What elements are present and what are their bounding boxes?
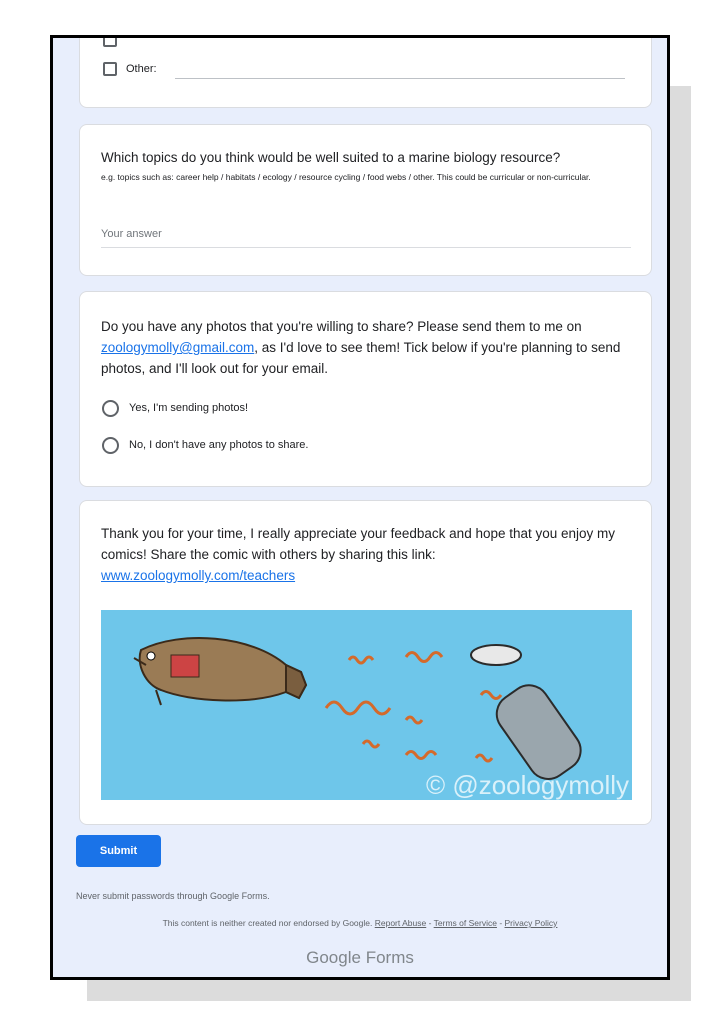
google-forms-logo[interactable] <box>53 948 667 968</box>
checkbox-partial[interactable] <box>103 35 117 47</box>
teachers-link[interactable]: www.zoologymolly.com/teachers <box>101 568 296 583</box>
photos-text-after: , as I'd love to see them! Tick below if you're planning to send photos, and I'll look out for your email. <box>101 340 621 376</box>
radio-no-label: No, I don't have any photos to share. <box>129 439 309 451</box>
submit-button[interactable]: Submit <box>76 835 161 867</box>
radio-yes-label: Yes, I'm sending photos! <box>129 402 249 414</box>
disclaimer-text: This content is neither created nor endorsed by Google. <box>162 918 373 928</box>
comic-illustration <box>101 610 632 800</box>
footer-disclaimer: This content is neither created nor endorsed by Google. Report Abuse - Terms of Service - Privacy Policy <box>162 918 558 928</box>
thank-you-message: Thank you for your time, I really appreciate your feedback and hope that you enjoy my comics! Share the comic with others by sharing this link: <box>101 526 616 562</box>
checkbox-other[interactable] <box>103 62 117 76</box>
brand-forms: Forms <box>365 948 414 967</box>
brand-google: Google <box>306 948 361 967</box>
radio-no-photos[interactable] <box>102 437 119 454</box>
thank-you-card <box>79 500 652 825</box>
thank-you-text <box>101 523 631 586</box>
other-label: Other: <box>126 63 157 75</box>
topics-question-hint: e.g. topics such as: career help / habitats / ecology / resource cycling / food webs / other. This could be curricular or non-curricular. <box>101 172 591 182</box>
radio-yes-sending[interactable] <box>102 400 119 417</box>
checkbox-question-card <box>79 35 652 108</box>
terms-of-service-link[interactable]: Terms of Service <box>433 918 497 928</box>
topics-question-card <box>79 124 652 276</box>
illustration-watermark: © @zoologymolly <box>425 770 629 800</box>
other-input[interactable] <box>175 78 625 79</box>
photos-question-card <box>79 291 652 487</box>
topics-answer-input[interactable] <box>101 247 631 248</box>
topics-answer-placeholder: Your answer <box>101 228 162 240</box>
report-abuse-link[interactable]: Report Abuse <box>374 918 427 928</box>
privacy-policy-link[interactable]: Privacy Policy <box>504 918 558 928</box>
photos-text-before: Do you have any photos that you're willing to share? Please send them to me on <box>101 319 582 334</box>
form-page <box>50 35 670 980</box>
photos-question-text <box>101 316 636 379</box>
topics-question-title: Which topics do you think would be well suited to a marine biology resource? <box>101 150 561 165</box>
email-link[interactable]: zoologymolly@gmail.com <box>101 340 255 355</box>
password-warning: Never submit passwords through Google Forms. <box>76 891 270 901</box>
